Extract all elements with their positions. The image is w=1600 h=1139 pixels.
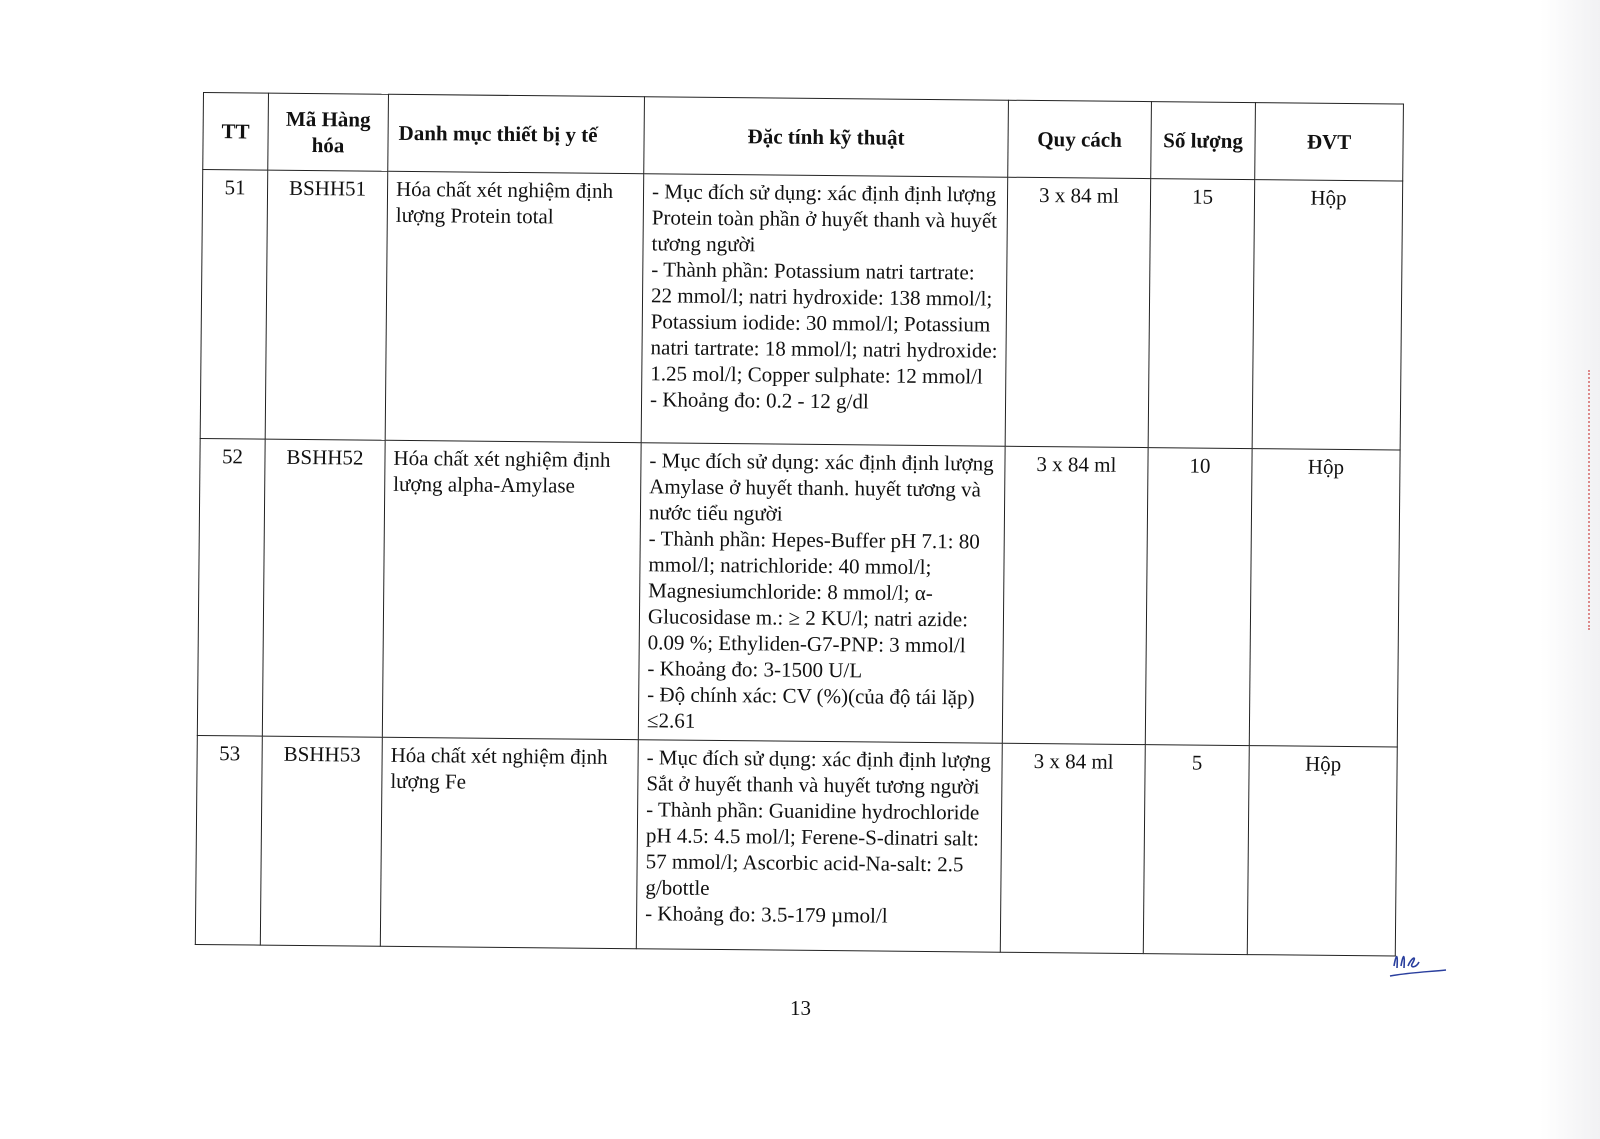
equipment-table-wrapper — [195, 92, 1403, 956]
cell-ma: BSHH53 — [260, 736, 382, 946]
header-quy-cach: Quy cách — [1008, 100, 1152, 178]
header-dac-tinh: Đặc tính kỹ thuật — [644, 97, 1009, 177]
spec-line: - Thành phần: Potassium natri tartrate: 22 mmol/l; natri hydroxide: 138 mmol/l; Potassium iodide: 30 mmol/l; Potassium natri tartrate: 18 mmol/l; natri hydroxide: 1.25 mol/l; Copper sulphate: 12 mmol/l — [650, 257, 998, 389]
cell-dvt: Hộp — [1249, 449, 1400, 747]
cell-quy-cach: 3 x 84 ml — [1000, 743, 1145, 953]
spec-line: - Thành phần: Hepes-Buffer pH 7.1: 80 mmol/l; natrichloride: 40 mmol/l; Magnesiumchloride: 8 mmol/l; α-Glucosidase m.: ≥ 2 KU/l; natri azide: 0.09 %; Ethyliden-G7-PNP: 3 mmol/l — [647, 526, 980, 658]
page-number: 13 — [790, 996, 811, 1020]
spec-line: - Thành phần: Guanidine hydrochloride pH 4.5: 4.5 mol/l; Ferene-S-dinatri salt: 57 mmol/l; Ascorbic acid-Na-salt: 2.5 g/bottle — [645, 797, 980, 900]
header-so-luong: Số lượng — [1151, 102, 1256, 180]
table-row — [197, 438, 1400, 747]
scan-edge-marks — [1588, 370, 1594, 630]
cell-dvt: Hộp — [1247, 746, 1397, 956]
cell-ten: Hóa chất xét nghiệm định lượng Fe — [380, 737, 638, 948]
cell-so-luong: 10 — [1145, 448, 1252, 746]
cell-tt: 53 — [195, 735, 262, 945]
header-dvt: ĐVT — [1255, 103, 1404, 181]
initials-signature — [1388, 946, 1448, 980]
cell-spec — [638, 443, 1005, 743]
cell-so-luong: 15 — [1148, 179, 1255, 449]
table-row — [200, 170, 1403, 451]
spec-line: - Khoảng đo: 3.5-179 µmol/l — [645, 901, 888, 928]
cell-tt: 51 — [200, 170, 268, 440]
spec-line: - Mục đích sử dụng: xác định định lượng Sắt ở huyết thanh và huyết tương người — [646, 745, 991, 799]
cell-tt: 52 — [197, 438, 265, 736]
spec-line: - Mục đích sử dụng: xác định định lượng Protein toàn phần ở huyết thanh và huyết tương người — [651, 179, 998, 257]
equipment-table — [195, 92, 1404, 956]
spec-line: - Khoảng đo: 0.2 - 12 g/dl — [649, 387, 869, 414]
spec-line: - Mục đích sử dụng: xác định định lượng Amylase ở huyết thanh. huyết tương và nước tiểu người — [648, 448, 994, 526]
table-header-row — [203, 93, 1404, 182]
cell-ma: BSHH51 — [265, 170, 388, 440]
cell-quy-cach: 3 x 84 ml — [1005, 177, 1151, 447]
header-tt: TT — [203, 93, 269, 171]
cell-quy-cach: 3 x 84 ml — [1002, 446, 1148, 744]
table-row — [195, 735, 1397, 956]
cell-ma: BSHH52 — [262, 439, 385, 737]
header-ma-hang-hoa: Mã Hàng hóa — [268, 93, 389, 171]
spec-line: - Khoảng đo: 3-1500 U/L — [647, 656, 863, 683]
cell-so-luong: 5 — [1143, 745, 1249, 955]
cell-ten: Hóa chất xét nghiệm định lượng alpha-Amylase — [382, 440, 641, 739]
cell-ten: Hóa chất xét nghiệm định lượng Protein total — [385, 171, 644, 442]
spec-line: - Độ chính xác: CV (%)(của độ tái lặp) ≤2.61 — [646, 682, 975, 733]
cell-spec — [636, 740, 1002, 952]
header-danh-muc: Danh mục thiết bị y tế — [388, 94, 645, 173]
cell-dvt: Hộp — [1252, 180, 1403, 450]
cell-spec — [641, 174, 1008, 446]
